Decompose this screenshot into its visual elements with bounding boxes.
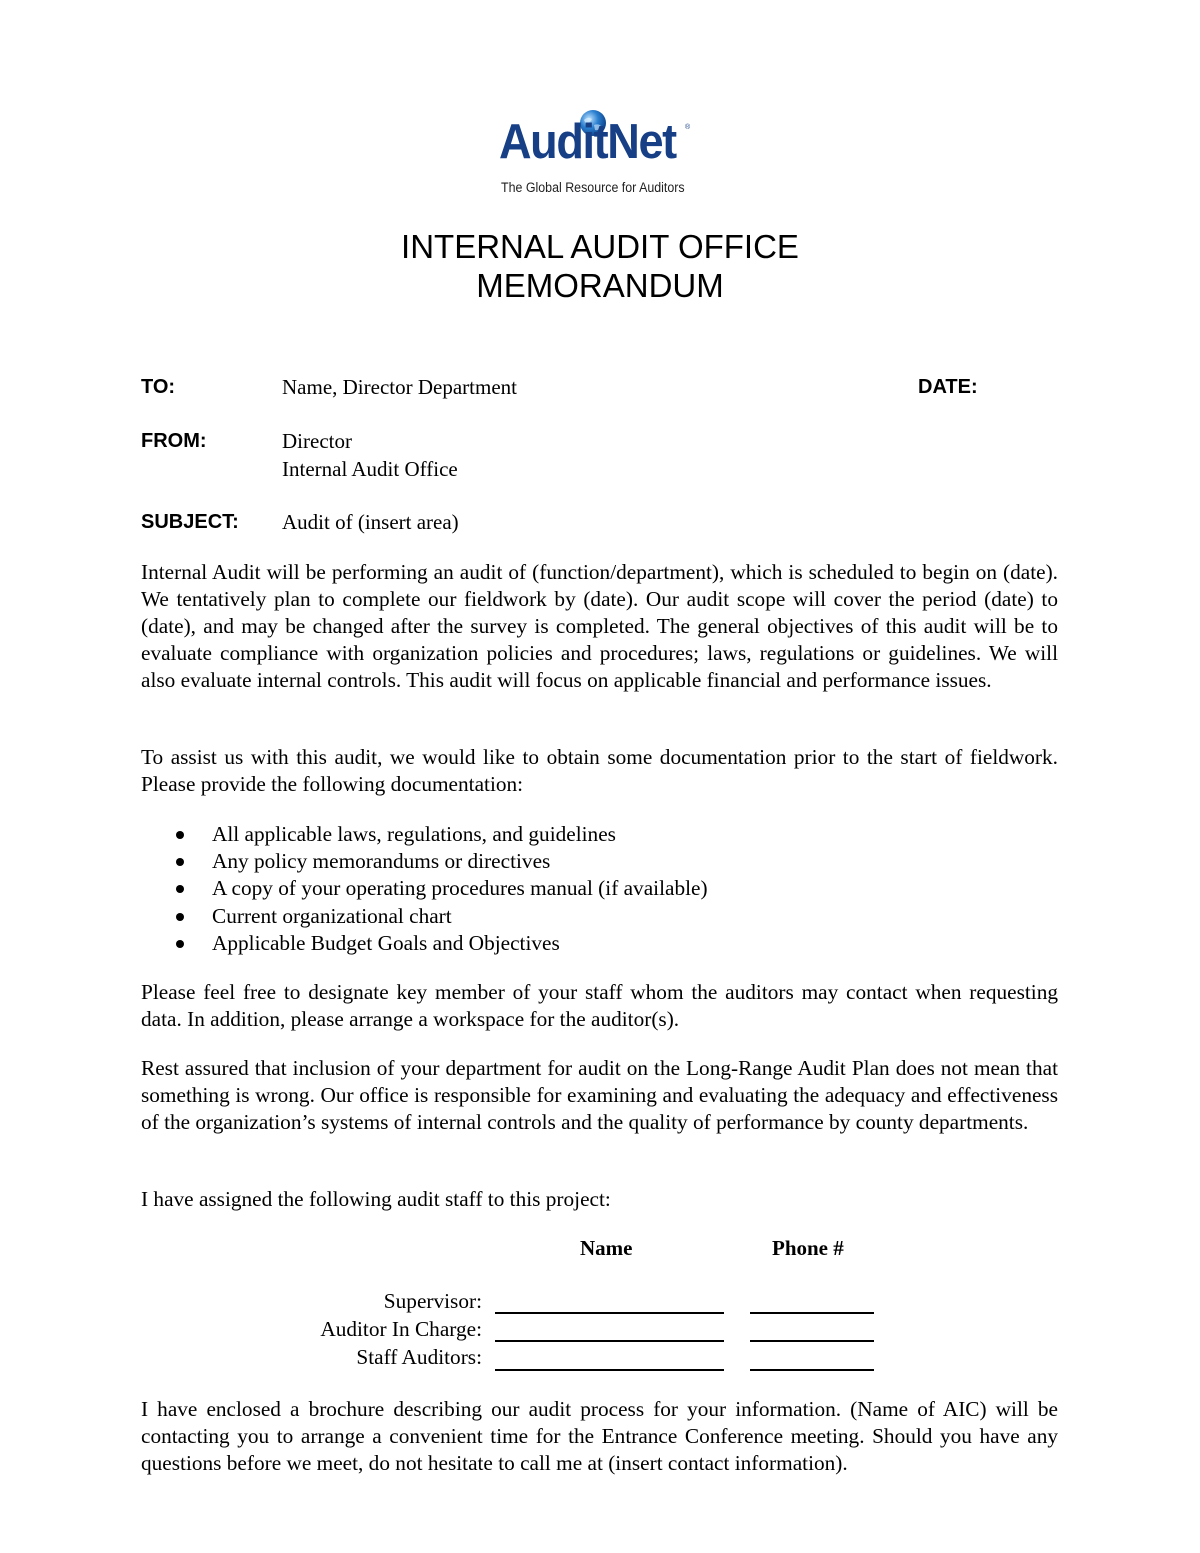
- list-item: All applicable laws, regulations, and guidelines: [141, 821, 708, 848]
- subject-label: SUBJECT:: [141, 511, 239, 533]
- role-supervisor: Supervisor:: [383, 1289, 482, 1313]
- to-value: Name, Director Department: [282, 375, 517, 399]
- date-label: DATE:: [918, 376, 978, 398]
- logo-trademark: ®: [685, 124, 691, 131]
- from-label: FROM:: [141, 430, 207, 452]
- bullet-icon: [176, 858, 184, 866]
- column-header-phone: Phone #: [772, 1236, 844, 1260]
- subject-value: Audit of (insert area): [282, 510, 459, 534]
- supervisor-phone-line: [750, 1312, 874, 1314]
- bullet-icon: [176, 940, 184, 948]
- list-item: Any policy memorandums or directives: [141, 848, 708, 875]
- staff-auditors-phone-line: [750, 1369, 874, 1371]
- paragraph-assigned-staff: I have assigned the following audit staff to this project:: [141, 1187, 611, 1211]
- bullet-icon: [176, 913, 184, 921]
- auditnet-logo: [495, 104, 705, 200]
- documentation-list: [141, 821, 708, 957]
- list-item: Applicable Budget Goals and Objectives: [141, 930, 708, 957]
- list-item: Current organizational chart: [141, 903, 708, 930]
- staff-auditors-name-line: [495, 1369, 724, 1371]
- bullet-icon: [176, 885, 184, 893]
- supervisor-name-line: [495, 1312, 724, 1314]
- auditor-in-charge-phone-line: [750, 1340, 874, 1342]
- memo-title-line1: INTERNAL AUDIT OFFICE: [401, 228, 799, 265]
- role-auditor-in-charge: Auditor In Charge:: [320, 1317, 482, 1341]
- column-header-name: Name: [580, 1236, 633, 1260]
- logo-tagline: The Global Resource for Auditors: [501, 180, 685, 195]
- to-label: TO:: [141, 376, 176, 398]
- from-line1: Director: [282, 429, 352, 453]
- logo-wordmark: AuditNet: [499, 115, 676, 169]
- auditor-in-charge-name-line: [495, 1340, 724, 1342]
- role-staff-auditors: Staff Auditors:: [356, 1345, 482, 1369]
- from-line2: Internal Audit Office: [282, 457, 458, 481]
- paragraph-assurance: Rest assured that inclusion of your department for audit on the Long-Range Audit Plan does not mean that something is wrong. Our office is responsible for examining and evaluating the adequacy and effectiveness of the organization’s systems of internal controls and the quality of performance by county departments.: [141, 1056, 1058, 1134]
- paragraph-staff-contact: Please feel free to designate key member of your staff whom the auditors may contact when requesting data. In addition, please arrange a workspace for the auditor(s).: [141, 980, 1058, 1031]
- list-item: A copy of your operating procedures manual (if available): [141, 875, 708, 902]
- paragraph-documentation: To assist us with this audit, we would like to obtain some documentation prior to the start of fieldwork. Please provide the following documentation:: [141, 745, 1058, 796]
- bullet-icon: [176, 831, 184, 839]
- paragraph-closing: I have enclosed a brochure describing our audit process for your information. (Name of AIC) will be contacting you to arrange a convenient time for the Entrance Conference meeting. Should you have any questions before we meet, do not hesitate to call me at (insert contact information).: [141, 1397, 1058, 1475]
- memo-title-line2: MEMORANDUM: [476, 267, 724, 304]
- paragraph-intro: Internal Audit will be performing an audit of (function/department), which is scheduled to begin on (date). We tentatively plan to complete our fieldwork by (date). Our audit scope will cover the period (date) to (date), and may be changed after the survey is completed. The general objectives of this audit will be to evaluate compliance with organization policies and procedures; laws, regulations or guidelines. We will also evaluate internal controls. This audit will focus on applicable financial and performance issues.: [141, 560, 1058, 692]
